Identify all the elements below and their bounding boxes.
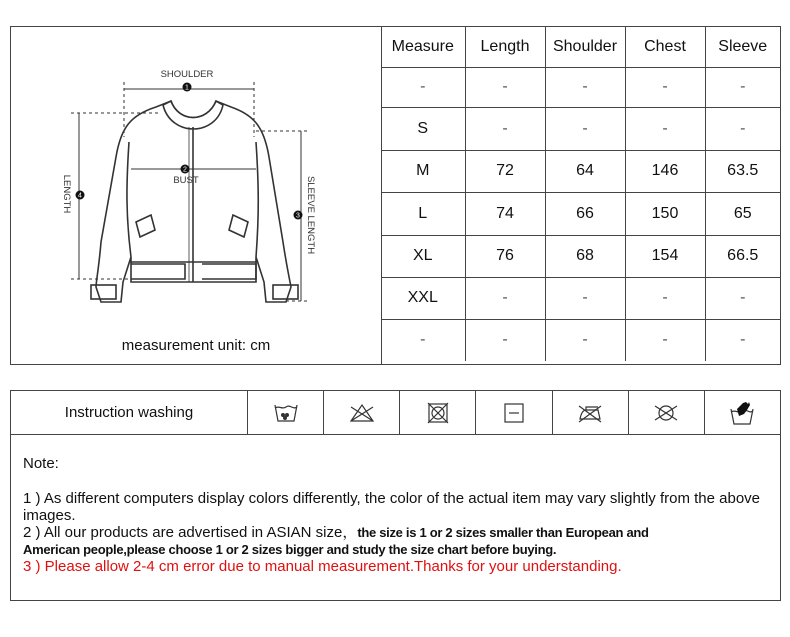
value-cell: - [625, 67, 705, 107]
note-2-part-a: 2 ) All our products are advertised in ASIAN size， [23, 524, 358, 541]
value-cell: - [545, 319, 625, 361]
washing-instructions [10, 390, 781, 435]
size-table-row [381, 67, 780, 107]
value-cell: - [545, 107, 625, 150]
size-cell: L [381, 192, 465, 235]
value-cell: 146 [625, 150, 705, 192]
jacket-diagram [11, 27, 381, 337]
value-cell: 66.5 [705, 235, 780, 277]
marker-4-number: 4 [78, 192, 82, 200]
size-table-row [381, 192, 780, 235]
shoulder-label: SHOULDER [160, 69, 214, 80]
size-table-row [381, 319, 780, 361]
size-table [381, 27, 780, 361]
size-table-row [381, 150, 780, 192]
value-cell: 154 [625, 235, 705, 277]
note-3: 3 ) Please allow 2-4 cm error due to manual measurement.Thanks for your understanding. [23, 558, 622, 575]
bust-label: BUST [173, 175, 199, 186]
value-cell: - [625, 107, 705, 150]
value-cell: - [625, 277, 705, 319]
value-cell: - [705, 107, 780, 150]
note-2-part-b: the size is 1 or 2 sizes smaller than European and [357, 525, 649, 540]
value-cell: - [545, 277, 625, 319]
value-cell: - [465, 277, 545, 319]
note-2 [23, 524, 768, 541]
no-bleach-icon [324, 391, 400, 434]
no-tumble-dry-icon [400, 391, 476, 434]
value-cell: - [465, 107, 545, 150]
value-cell: - [705, 67, 780, 107]
size-cell: XXL [381, 277, 465, 319]
value-cell: 68 [545, 235, 625, 277]
sleeve-length-label: SLEEVE LENGTH [305, 175, 316, 255]
size-chart [10, 26, 781, 365]
size-table-row [381, 277, 780, 319]
value-cell: 64 [545, 150, 625, 192]
note-2-continued: American people,please choose 1 or 2 sizes bigger and study the size chart before buying. [23, 542, 557, 557]
header-cell: Sleeve [705, 27, 780, 67]
wash-30-icon [248, 391, 324, 434]
value-cell: 72 [465, 150, 545, 192]
size-table-row [381, 107, 780, 150]
size-table-row [381, 235, 780, 277]
size-cell: - [381, 67, 465, 107]
washing-label: Instruction washing [11, 391, 248, 434]
value-cell: - [545, 67, 625, 107]
length-label: LENGTH [61, 174, 72, 214]
marker-1-number: 1 [185, 84, 189, 92]
marker-2-number: 2 [183, 166, 187, 174]
measurement-unit-label: measurement unit: cm [121, 337, 271, 354]
jacket-diagram-panel [11, 27, 382, 364]
value-cell: 76 [465, 235, 545, 277]
value-cell: 74 [465, 192, 545, 235]
hand-wash-icon [705, 391, 780, 434]
header-cell: Shoulder [545, 27, 625, 67]
size-cell: XL [381, 235, 465, 277]
value-cell: 63.5 [705, 150, 780, 192]
note-1: 1 ) As different computers display colors differently, the color of the actual item may vary slightly from the above images. [23, 490, 761, 524]
header-cell: Chest [625, 27, 705, 67]
no-dry-clean-icon [629, 391, 705, 434]
value-cell: - [625, 319, 705, 361]
flat-dry-icon [476, 391, 552, 434]
value-cell: 66 [545, 192, 625, 235]
value-cell: 65 [705, 192, 780, 235]
value-cell: - [465, 319, 545, 361]
size-table-header [381, 27, 780, 67]
value-cell: - [705, 277, 780, 319]
size-cell: S [381, 107, 465, 150]
notes-section [10, 434, 781, 601]
header-cell: Length [465, 27, 545, 67]
size-cell: - [381, 319, 465, 361]
value-cell: - [465, 67, 545, 107]
notes-title: Note: [23, 455, 59, 472]
marker-3-number: 3 [296, 212, 300, 220]
value-cell: 150 [625, 192, 705, 235]
value-cell: - [705, 319, 780, 361]
no-iron-icon [553, 391, 629, 434]
header-cell: Measure [381, 27, 465, 67]
size-cell: M [381, 150, 465, 192]
